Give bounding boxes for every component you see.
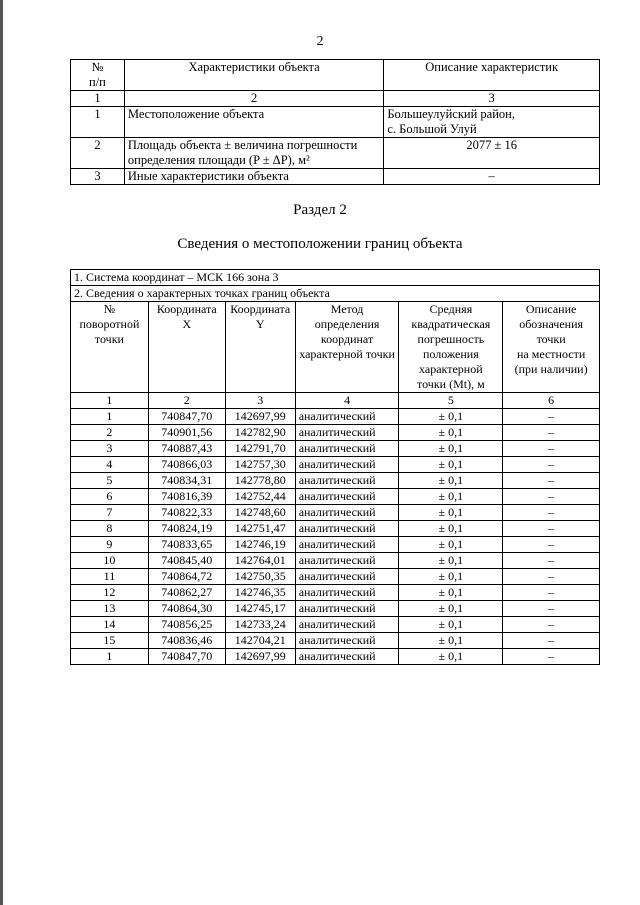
column-number: 6: [503, 393, 600, 409]
point-description: –: [503, 553, 600, 569]
points-info-row: [71, 286, 600, 302]
table-header-row: [71, 302, 600, 393]
mean-error: ± 0,1: [399, 633, 503, 649]
mean-error: ± 0,1: [399, 505, 503, 521]
header-coordinate-y: Координата Y: [225, 302, 295, 393]
coordinate-y: 142750,35: [225, 569, 295, 585]
method: аналитический: [295, 489, 399, 505]
table-row: [71, 505, 600, 521]
coordinate-y: 142778,80: [225, 473, 295, 489]
point-description: –: [503, 489, 600, 505]
table-row: [71, 425, 600, 441]
header-description: Описание обозначения точки на местности (при наличии): [503, 302, 600, 393]
column-number: 1: [71, 393, 149, 409]
table-row: [71, 537, 600, 553]
object-characteristics-table: [70, 59, 600, 185]
mean-error: ± 0,1: [399, 569, 503, 585]
characteristic-name: Иные характеристики объекта: [124, 169, 383, 185]
mean-error: ± 0,1: [399, 649, 503, 665]
method: аналитический: [295, 521, 399, 537]
mean-error: ± 0,1: [399, 601, 503, 617]
method: аналитический: [295, 441, 399, 457]
method: аналитический: [295, 537, 399, 553]
coordinate-x: 740833,65: [148, 537, 225, 553]
coordinate-y: 142751,47: [225, 521, 295, 537]
coordinate-y: 142697,99: [225, 649, 295, 665]
table-row: [71, 107, 600, 138]
point-description: –: [503, 521, 600, 537]
column-number: 2: [148, 393, 225, 409]
mean-error: ± 0,1: [399, 537, 503, 553]
row-number: 1: [71, 107, 125, 138]
table-row: [71, 138, 600, 169]
table-row: [71, 457, 600, 473]
point-number: 11: [71, 569, 149, 585]
table-row: [71, 649, 600, 665]
points-body: [71, 409, 600, 665]
coordinate-x: 740836,46: [148, 633, 225, 649]
point-number: 1: [71, 649, 149, 665]
point-description: –: [503, 473, 600, 489]
header-coordinate-x: Координата X: [148, 302, 225, 393]
point-description: –: [503, 585, 600, 601]
mean-error: ± 0,1: [399, 521, 503, 537]
mean-error: ± 0,1: [399, 409, 503, 425]
characteristic-value: 2077 ± 16: [384, 138, 600, 169]
column-number: 3: [225, 393, 295, 409]
coordinate-y: 142745,17: [225, 601, 295, 617]
method: аналитический: [295, 473, 399, 489]
point-description: –: [503, 537, 600, 553]
point-description: –: [503, 649, 600, 665]
coordinate-y: 142697,99: [225, 409, 295, 425]
row-number: 2: [71, 138, 125, 169]
mean-error: ± 0,1: [399, 441, 503, 457]
coordinate-y: 142752,44: [225, 489, 295, 505]
table-row: [71, 521, 600, 537]
coordinate-system-row: [71, 270, 600, 286]
table-row: [71, 441, 600, 457]
point-number: 15: [71, 633, 149, 649]
point-number: 3: [71, 441, 149, 457]
column-number-row: [71, 393, 600, 409]
column-number-row: [71, 91, 600, 107]
method: аналитический: [295, 425, 399, 441]
coordinate-y: 142746,19: [225, 537, 295, 553]
point-number: 13: [71, 601, 149, 617]
table-row: [71, 569, 600, 585]
point-description: –: [503, 617, 600, 633]
column-number: 1: [71, 91, 125, 107]
mean-error: ± 0,1: [399, 585, 503, 601]
boundary-points-table: [70, 269, 600, 665]
column-number: 4: [295, 393, 399, 409]
point-description: –: [503, 409, 600, 425]
coordinate-x: 740856,25: [148, 617, 225, 633]
method: аналитический: [295, 505, 399, 521]
point-description: –: [503, 601, 600, 617]
table-header-row: [71, 60, 600, 91]
table-row: [71, 585, 600, 601]
table-row: [71, 553, 600, 569]
column-number: 2: [124, 91, 383, 107]
table-row: [71, 633, 600, 649]
method: аналитический: [295, 585, 399, 601]
point-number: 2: [71, 425, 149, 441]
point-number: 1: [71, 409, 149, 425]
coordinate-x: 740822,33: [148, 505, 225, 521]
point-number: 9: [71, 537, 149, 553]
point-description: –: [503, 633, 600, 649]
point-description: –: [503, 457, 600, 473]
point-number: 6: [71, 489, 149, 505]
mean-error: ± 0,1: [399, 473, 503, 489]
coordinate-y: 142746,35: [225, 585, 295, 601]
coordinate-system: 1. Система координат – МСК 166 зона 3: [71, 270, 600, 286]
coordinate-x: 740847,70: [148, 649, 225, 665]
points-info: 2. Сведения о характерных точках границ объекта: [71, 286, 600, 302]
point-description: –: [503, 569, 600, 585]
point-number: 7: [71, 505, 149, 521]
coordinate-x: 740862,27: [148, 585, 225, 601]
method: аналитический: [295, 409, 399, 425]
method: аналитический: [295, 553, 399, 569]
table-row: [71, 409, 600, 425]
header-error: Средняя квадратическая погрешность положения характерной точки (Mt), м: [399, 302, 503, 393]
mean-error: ± 0,1: [399, 425, 503, 441]
column-number: 5: [399, 393, 503, 409]
point-description: –: [503, 441, 600, 457]
row-number: 3: [71, 169, 125, 185]
point-number: 5: [71, 473, 149, 489]
table-row: [71, 617, 600, 633]
coordinate-y: 142791,70: [225, 441, 295, 457]
characteristic-value: –: [384, 169, 600, 185]
coordinate-x: 740866,03: [148, 457, 225, 473]
coordinate-x: 740901,56: [148, 425, 225, 441]
characteristic-name: Местоположение объекта: [124, 107, 383, 138]
coordinate-x: 740864,30: [148, 601, 225, 617]
header-characteristics: Характеристики объекта: [124, 60, 383, 91]
mean-error: ± 0,1: [399, 617, 503, 633]
method: аналитический: [295, 457, 399, 473]
point-description: –: [503, 425, 600, 441]
table-row: [71, 473, 600, 489]
point-number: 4: [71, 457, 149, 473]
header-method: Метод определения координат характерной точки: [295, 302, 399, 393]
coordinate-x: 740834,31: [148, 473, 225, 489]
coordinate-x: 740847,70: [148, 409, 225, 425]
section-title: Раздел 2: [293, 202, 347, 218]
coordinate-y: 142704,21: [225, 633, 295, 649]
header-point-number: № поворотной точки: [71, 302, 149, 393]
method: аналитический: [295, 649, 399, 665]
header-number: № п/п: [71, 60, 125, 91]
point-description: –: [503, 505, 600, 521]
table-row: [71, 601, 600, 617]
point-number: 12: [71, 585, 149, 601]
method: аналитический: [295, 601, 399, 617]
method: аналитический: [295, 617, 399, 633]
header-description: Описание характеристик: [384, 60, 600, 91]
point-number: 14: [71, 617, 149, 633]
section-subtitle: Сведения о местоположении границ объекта: [177, 236, 463, 252]
coordinate-x: 740864,72: [148, 569, 225, 585]
coordinate-y: 142733,24: [225, 617, 295, 633]
coordinate-y: 142757,30: [225, 457, 295, 473]
mean-error: ± 0,1: [399, 457, 503, 473]
characteristic-name: Площадь объекта ± величина погрешности определения площади (P ± ΔP), м²: [124, 138, 383, 169]
coordinate-x: 740845,40: [148, 553, 225, 569]
point-number: 10: [71, 553, 149, 569]
column-number: 3: [384, 91, 600, 107]
coordinate-x: 740824,19: [148, 521, 225, 537]
coordinate-y: 142782,90: [225, 425, 295, 441]
table-row: [71, 169, 600, 185]
characteristic-value: Большеулуйский район, с. Большой Улуй: [384, 107, 600, 138]
mean-error: ± 0,1: [399, 489, 503, 505]
page-number: 2: [316, 34, 324, 49]
coordinate-x: 740816,39: [148, 489, 225, 505]
coordinate-y: 142748,60: [225, 505, 295, 521]
mean-error: ± 0,1: [399, 553, 503, 569]
method: аналитический: [295, 633, 399, 649]
table-row: [71, 489, 600, 505]
point-number: 8: [71, 521, 149, 537]
coordinate-x: 740887,43: [148, 441, 225, 457]
coordinate-y: 142764,01: [225, 553, 295, 569]
method: аналитический: [295, 569, 399, 585]
page-edge-line: [0, 0, 3, 905]
